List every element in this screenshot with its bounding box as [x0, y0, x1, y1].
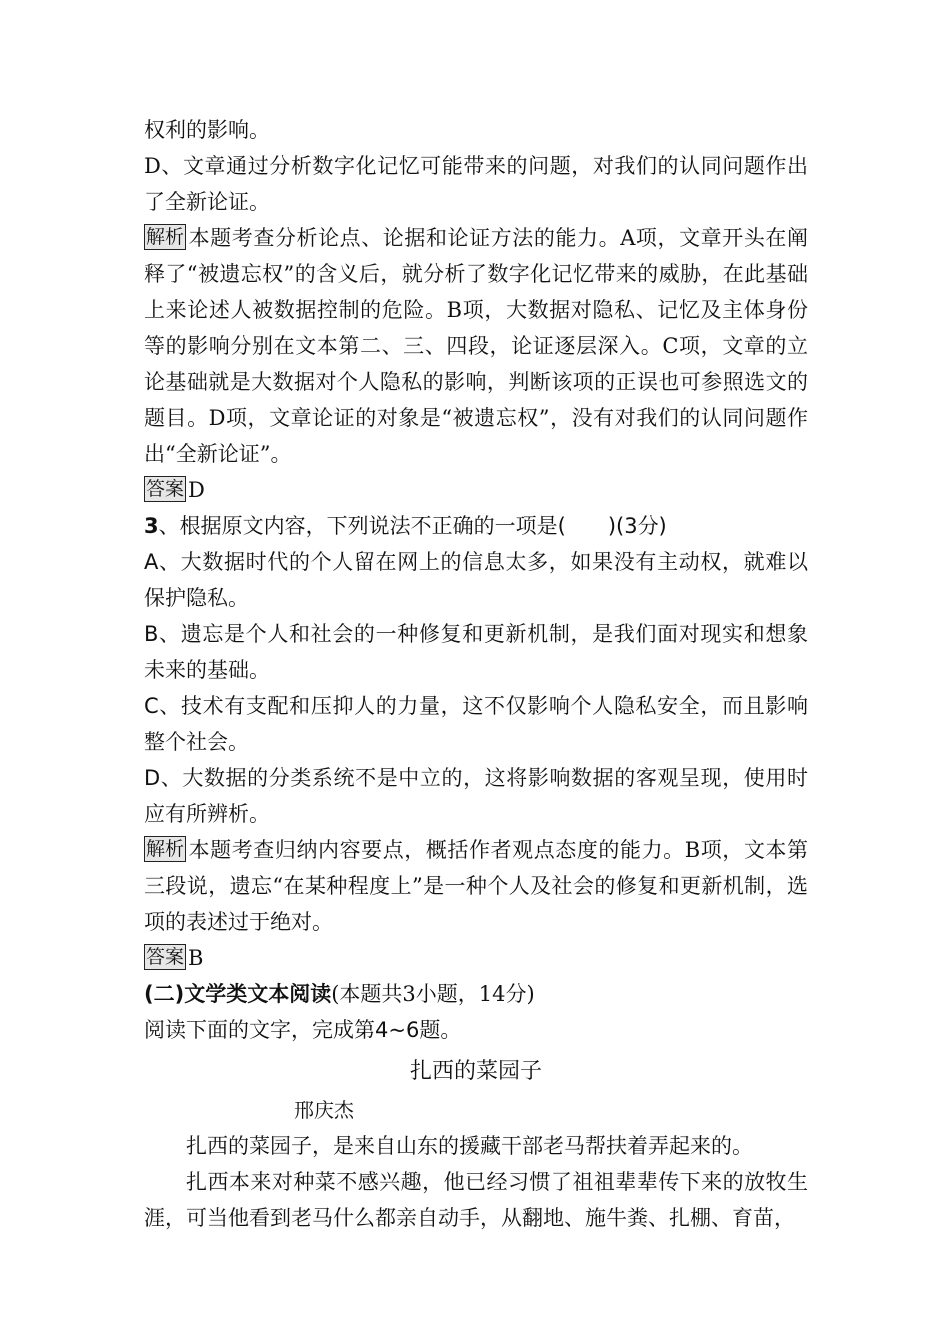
- reading-instruction: 阅读下面的文字，完成第4~6题。: [144, 1018, 462, 1042]
- answer-block-1: [144, 472, 808, 508]
- document-page: [144, 112, 808, 1236]
- section-heading: [144, 976, 808, 1012]
- answer-value-2: B: [188, 946, 204, 970]
- question-3-text: 、根据原文内容，下列说法不正确的一项是( )(3分): [158, 514, 667, 538]
- analysis-label: 解析: [146, 838, 185, 860]
- story-author: 邢庆杰: [294, 1098, 354, 1122]
- analysis-label: 解析: [146, 226, 185, 248]
- story-paragraph-1: 扎西的菜园子，是来自山东的援藏干部老马帮扶着弄起来的。: [186, 1134, 753, 1158]
- answer-label: 答案: [146, 946, 185, 968]
- answer-value-1: D: [188, 478, 205, 502]
- section-heading-title: (二)文学类文本阅读: [144, 982, 332, 1006]
- analysis-block-1: [144, 220, 808, 472]
- option-b-question3: B、遗忘是个人和社会的一种修复和更新机制，是我们面对现实和想象未来的基础。: [144, 622, 808, 682]
- option-a-question3: A、大数据时代的个人留在网上的信息太多，如果没有主动权，就难以保护隐私。: [144, 550, 808, 610]
- story-title: 扎西的菜园子: [409, 1059, 542, 1084]
- previous-option-tail: 权利的影响。: [144, 118, 270, 142]
- analysis-block-2: [144, 832, 808, 940]
- answer-label: 答案: [146, 478, 185, 500]
- story-paragraph-2: 扎西本来对种菜不感兴趣，他已经习惯了祖祖辈辈传下来的放牧生涯，可当他看到老马什么都亲自动手，从翻地、施牛粪、扎棚、育苗，: [144, 1170, 808, 1230]
- question-3-stem: [144, 508, 808, 544]
- analysis-text-1: 本题考查分析论点、论据和论证方法的能力。A项，文章开头在阐释了“被遗忘权”的含义后，就分析了数字化记忆带来的威胁，在此基础上来论述人被数据控制的危险。B项，大数据对隐私、记忆及主体身份等的影响分别在文本第二、三、四段，论证逐层深入。C项，文章的立论基础就是大数据对个人隐私的影响，判断该项的正误也可参照选文的题目。D项，文章论证的对象是“被遗忘权”，没有对我们的认同问题作出“全新论证”。: [144, 226, 808, 466]
- question-3-number: 3: [144, 514, 159, 538]
- answer-block-2: [144, 940, 808, 976]
- section-heading-note: (本题共3小题，14分): [331, 982, 535, 1006]
- option-d-question2: D、文章通过分析数字化记忆可能带来的问题，对我们的认同问题作出了全新论证。: [144, 154, 808, 214]
- option-c-question3: C、技术有支配和压抑人的力量，这不仅影响个人隐私安全，而且影响整个社会。: [144, 694, 808, 754]
- option-d-question3: D、大数据的分类系统不是中立的，这将影响数据的客观呈现，使用时应有所辨析。: [144, 766, 808, 826]
- analysis-text-2: 本题考查归纳内容要点，概括作者观点态度的能力。B项，文本第三段说，遗忘“在某种程度上”是一种个人及社会的修复和更新机制，选项的表述过于绝对。: [144, 838, 808, 934]
